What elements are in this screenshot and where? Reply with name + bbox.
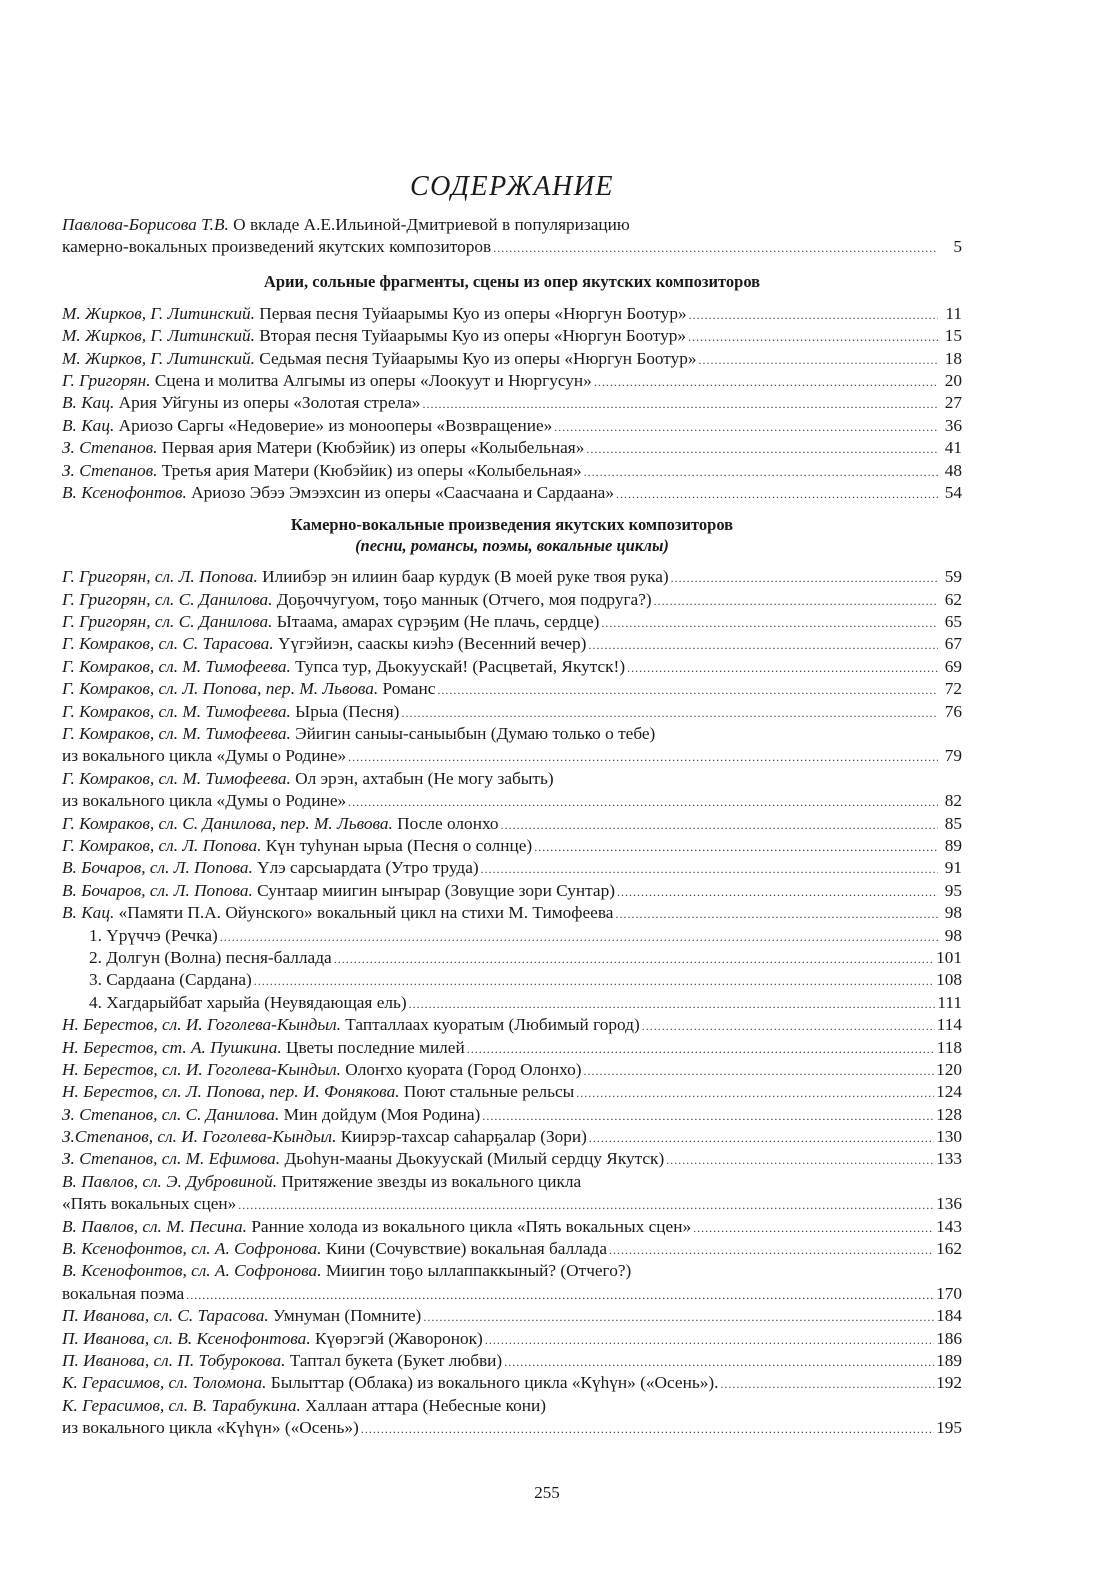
toc-entry-line1 (62, 723, 962, 745)
leader-dots (437, 678, 938, 701)
leader-dots (693, 1216, 934, 1239)
entry-author: З. Степанов. (62, 460, 158, 480)
toc-entry (62, 589, 962, 611)
entry-title: 3. Сардаана (Сардана) (89, 970, 252, 990)
entry-page: 20 (944, 370, 962, 390)
entry-author: М. Жирков, Г. Литинский. (62, 326, 255, 346)
leader-dots (554, 415, 938, 438)
entry-page: 5 (953, 237, 962, 257)
toc-subentry (62, 992, 962, 1014)
entry-title-cont: «Пять вокальных сцен» (62, 1194, 237, 1214)
entry-author: Г. Комраков, сл. М. Тимофеева. (62, 724, 291, 744)
toc-entry (62, 1014, 962, 1036)
entry-author: В. Бочаров, сл. Л. Попова. (62, 858, 253, 878)
entry-title: Первая ария Матери (Кюбэйик) из оперы «Колыбельная» (157, 438, 585, 458)
entry-author: К. Герасимов, сл. В. Тарабукина. (62, 1395, 301, 1415)
toc-entry (62, 482, 962, 504)
leader-dots (627, 656, 938, 679)
entry-author: В. Павлов, сл. Э. Дубровиной. (62, 1171, 278, 1191)
leader-dots (615, 902, 938, 925)
table-of-contents (62, 170, 962, 1440)
entry-page: 59 (944, 567, 962, 587)
toc-entry-line1 (62, 768, 962, 790)
entry-page: 124 (936, 1082, 962, 1102)
entry-title-cont: из вокального цикла «Думы о Родине» (62, 746, 347, 766)
toc-entry (62, 902, 962, 924)
toc-entry (62, 1104, 962, 1126)
entry-title: Киирэр-тахсар саһарҕалар (Зори) (336, 1127, 587, 1147)
leader-dots (671, 566, 938, 589)
entry-page: 67 (944, 634, 962, 654)
toc-subentry (62, 947, 962, 969)
leader-dots (601, 611, 938, 634)
toc-entry (62, 835, 962, 857)
entry-title: Мин дойдум (Моя Родина) (279, 1104, 481, 1124)
toc-entry (62, 566, 962, 588)
toc-entry (62, 880, 962, 902)
leader-dots (642, 1014, 935, 1037)
entry-author: В. Ксенофонтов, сл. А. Софронова. (62, 1239, 322, 1259)
entry-title: Ариозо Саргы «Недоверие» из монооперы «Возвращение» (114, 415, 553, 435)
entry-page: 170 (936, 1283, 962, 1303)
entry-page: 11 (945, 303, 962, 323)
leader-dots (576, 1081, 934, 1104)
toc-entry (62, 656, 962, 678)
entry-author: Н. Берестов, сл. Л. Попова, пер. И. Фонякова. (62, 1082, 400, 1102)
leader-dots (409, 992, 936, 1015)
entry-title: После олонхо (392, 813, 499, 833)
entry-title: «Памяти П.А. Ойунского» вокальный цикл на стихи М. Тимофеева (114, 903, 614, 923)
leader-dots (654, 589, 938, 612)
leader-dots (423, 1305, 934, 1328)
leader-dots (481, 857, 938, 880)
entry-title: Ырыа (Песня) (290, 701, 400, 721)
entry-author: П. Иванова, сл. С. Тарасова. (62, 1306, 269, 1326)
toc-entry-line1 (62, 1260, 962, 1282)
entry-author: Павлова-Борисова Т.В. (62, 215, 229, 234)
entry-page: 95 (944, 880, 962, 900)
toc-entry (62, 813, 962, 835)
entry-page: 128 (936, 1104, 962, 1124)
entry-title: Ариозо Эбээ Эмээхсин из оперы «Саасчаана и Сардаана» (186, 482, 614, 502)
entry-page: 85 (944, 813, 962, 833)
entry-page: 189 (936, 1350, 962, 1370)
toc-entry (62, 303, 962, 325)
entry-page: 114 (936, 1015, 962, 1035)
entry-title: Романс (378, 679, 436, 699)
entry-author: В. Кац. (62, 415, 115, 435)
entry-author: Н. Берестов, сл. И. Гоголева-Кындыл. (62, 1059, 341, 1079)
entry-author: Г. Комраков, сл. Л. Попова, пер. М. Львова. (62, 679, 379, 699)
entry-page: 98 (944, 925, 962, 945)
entry-title: Дьоһун-мааны Дьокуускай (Милый сердцу Якутск) (280, 1149, 665, 1169)
toc-entry (62, 1059, 962, 1081)
entry-page: 72 (944, 679, 962, 699)
toc-entry (62, 611, 962, 633)
section-subheading-chamber: (песни, романсы, поэмы, вокальные циклы) (355, 536, 669, 556)
intro-entry-line2 (62, 236, 962, 258)
toc-entry-line2 (62, 1193, 962, 1215)
leader-dots (493, 236, 938, 259)
leader-dots (504, 1350, 934, 1373)
entry-title: Таптал букета (Букет любви) (285, 1350, 503, 1370)
toc-entry (62, 370, 962, 392)
entry-title: О вкладе А.Е.Ильиной-Дмитриевой в популяризацию (228, 215, 630, 234)
entry-page: 184 (936, 1306, 962, 1326)
entry-title: Умнуман (Помните) (268, 1306, 422, 1326)
entry-page: 27 (944, 393, 962, 413)
entry-page: 15 (944, 326, 962, 346)
entry-page: 98 (944, 903, 962, 923)
toc-entry (62, 1350, 962, 1372)
entry-page: 89 (944, 835, 962, 855)
toc-entry (62, 633, 962, 655)
toc-subentry (62, 925, 962, 947)
toc-entry (62, 325, 962, 347)
leader-dots (334, 947, 934, 970)
entry-page: 76 (944, 701, 962, 721)
toc-entry (62, 1372, 962, 1394)
entry-author: З.Степанов, сл. И. Гоголева-Кындыл. (62, 1127, 337, 1147)
leader-dots (688, 325, 938, 348)
entry-title: Седьмая песня Туйаарымы Куо из оперы «Нюргун Боотур» (254, 348, 697, 368)
entry-page: 108 (936, 970, 962, 990)
intro-entry-line1 (62, 214, 962, 236)
toc-entry-line1 (62, 1395, 962, 1417)
entry-page: 69 (944, 656, 962, 676)
leader-dots (588, 633, 938, 656)
entry-author: В. Кац. (62, 393, 115, 413)
entry-title: Эйигин саныы-саныыбын (Думаю только о тебе) (290, 724, 656, 744)
entry-title: 4. Хагдарыйбат харыйа (Неувядающая ель) (89, 992, 407, 1012)
entry-title: Поют стальные рельсы (399, 1082, 575, 1102)
toc-entry (62, 1081, 962, 1103)
entry-title: Ол эрэн, ахтабын (Не могу забыть) (290, 768, 554, 788)
toc-subentry (62, 969, 962, 991)
entry-title: Күн туһунан ырыа (Песня о солнце) (261, 835, 533, 855)
entry-title-cont: из вокального цикла «Думы о Родине» (62, 791, 347, 811)
entry-page: 65 (944, 612, 962, 632)
leader-dots (254, 969, 934, 992)
entry-author: Н. Берестов, ст. А. Пушкина. (62, 1037, 282, 1057)
entry-title: Первая песня Туйаарымы Куо из оперы «Нюргун Боотур» (254, 303, 687, 323)
entry-title: Миигин тоҕо ыллаппаккыный? (Отчего?) (321, 1261, 632, 1281)
entry-page: 48 (944, 460, 962, 480)
toc-entry (62, 678, 962, 700)
entry-author: З. Степанов, сл. С. Данилова. (62, 1104, 280, 1124)
leader-dots (401, 701, 938, 724)
entry-author: Н. Берестов, сл. И. Гоголева-Кындыл. (62, 1015, 341, 1035)
entry-page: 143 (936, 1216, 962, 1236)
leader-dots (720, 1372, 934, 1395)
entry-title: Цветы последние милей (281, 1037, 465, 1057)
toc-entry (62, 701, 962, 723)
entry-page: 118 (936, 1037, 962, 1057)
entry-author: Г. Комраков, сл. С. Данилова, пер. М. Львова. (62, 813, 393, 833)
entry-page: 162 (936, 1239, 962, 1259)
entry-title: Притяжение звезды из вокального цикла (277, 1171, 582, 1191)
entry-title-cont: из вокального цикла «Күһүн» («Осень») (62, 1418, 359, 1438)
entry-author: П. Иванова, сл. В. Ксенофонтова. (62, 1328, 311, 1348)
entry-page: 62 (944, 589, 962, 609)
entry-title: Доҕоччугуом, тоҕо маннык (Отчего, моя подруга?) (272, 589, 652, 609)
page-number: 255 (534, 1483, 560, 1502)
entry-author: Г. Комраков, сл. М. Тимофеева. (62, 656, 291, 676)
toc-entry (62, 437, 962, 459)
leader-dots (586, 437, 938, 460)
toc-entry-line2 (62, 1417, 962, 1439)
entry-title: Сунтаар миигин ыҥырар (Зовущие зори Сунтар) (252, 880, 615, 900)
entry-title: Тапталлаах куоратым (Любимый город) (340, 1015, 640, 1035)
page-title: СОДЕРЖАНИЕ (409, 171, 615, 202)
leader-dots (666, 1148, 934, 1171)
entry-page: 120 (936, 1059, 962, 1079)
toc-entry-line1 (62, 1171, 962, 1193)
leader-dots (422, 392, 938, 415)
entry-title: 1. Үрүччэ (Речка) (89, 925, 218, 945)
leader-dots (348, 745, 938, 768)
entry-title: Вторая песня Туйаарымы Куо из оперы «Нюргун Боотур» (254, 326, 687, 346)
entry-page: 101 (936, 947, 962, 967)
toc-entry (62, 1328, 962, 1350)
leader-dots (534, 835, 938, 858)
leader-dots (616, 482, 938, 505)
toc-entry-line2 (62, 790, 962, 812)
leader-dots (238, 1193, 934, 1216)
toc-entry (62, 348, 962, 370)
entry-author: Г. Григорян, сл. С. Данилова. (62, 589, 273, 609)
entry-author: Г. Григорян, сл. Л. Попова. (62, 567, 258, 587)
entry-title: Үлэ сарсыардата (Утро труда) (252, 858, 479, 878)
entry-title: Ранние холода из вокального цикла «Пять вокальных сцен» (247, 1216, 692, 1236)
entry-title: Халлаан аттара (Небесные кони) (300, 1395, 546, 1415)
toc-entry (62, 1126, 962, 1148)
section-heading-chamber: Камерно-вокальные произведения якутских композиторов (290, 515, 734, 535)
leader-dots (482, 1104, 934, 1127)
entry-author: В. Бочаров, сл. Л. Попова. (62, 880, 253, 900)
entry-author: В. Ксенофонтов. (62, 482, 187, 502)
toc-entry (62, 857, 962, 879)
section-chamber-list (62, 566, 962, 1439)
toc-entry-line2 (62, 1283, 962, 1305)
entry-title: Ытаама, амарах сүрэҕим (Не плачь, сердце) (272, 612, 600, 632)
entry-page: 82 (944, 791, 962, 811)
entry-page: 130 (936, 1127, 962, 1147)
toc-entry (62, 1148, 962, 1170)
leader-dots (594, 370, 938, 393)
leader-dots (609, 1238, 934, 1261)
entry-title: 2. Долгун (Волна) песня-баллада (89, 947, 332, 967)
entry-title-cont: камерно-вокальных произведений якутских композиторов (62, 237, 492, 257)
entry-page: 54 (944, 482, 962, 502)
entry-author: В. Павлов, сл. М. Песина. (62, 1216, 247, 1236)
entry-page: 111 (937, 992, 962, 1012)
entry-page: 41 (944, 438, 962, 458)
entry-page: 186 (936, 1328, 962, 1348)
leader-dots (689, 303, 938, 326)
leader-dots (485, 1328, 934, 1351)
entry-author: М. Жирков, Г. Литинский. (62, 348, 255, 368)
leader-dots (699, 348, 938, 371)
leader-dots (589, 1126, 934, 1149)
leader-dots (584, 1059, 935, 1082)
entry-page: 195 (936, 1418, 962, 1438)
entry-page: 36 (944, 415, 962, 435)
entry-title: Күөрэгэй (Жаворонок) (310, 1328, 483, 1348)
leader-dots (220, 925, 938, 948)
toc-entry (62, 1238, 962, 1260)
entry-author: В. Кац. (62, 903, 115, 923)
entry-author: Г. Комраков, сл. Л. Попова. (62, 835, 262, 855)
leader-dots (501, 813, 938, 836)
entry-title: Третья ария Матери (Кюбэйик) из оперы «Колыбельная» (157, 460, 582, 480)
entry-title: Кини (Сочувствие) вокальная баллада (321, 1239, 608, 1259)
entry-author: Г. Комраков, сл. М. Тимофеева. (62, 701, 291, 721)
section-heading-arias: Арии, сольные фрагменты, сцены из опер якутских композиторов (263, 271, 761, 291)
entry-author: Г. Григорян. (62, 370, 151, 390)
entry-title: Тупса тур, Дьокуускай! (Расцветай, Якутск!) (290, 656, 626, 676)
toc-entry (62, 1305, 962, 1327)
entry-page: 91 (944, 858, 962, 878)
entry-author: П. Иванова, сл. П. Тобурокова. (62, 1350, 286, 1370)
leader-dots (617, 880, 938, 903)
entry-author: З. Степанов, сл. М. Ефимова. (62, 1149, 281, 1169)
entry-page: 136 (936, 1194, 962, 1214)
entry-author: М. Жирков, Г. Литинский. (62, 303, 255, 323)
entry-title: Сцена и молитва Алгымы из оперы «Лоокуут и Нюргусун» (150, 370, 592, 390)
entry-title: Олоҥхо куората (Город Олонхо) (340, 1059, 582, 1079)
entry-author: Г. Комраков, сл. М. Тимофеева. (62, 768, 291, 788)
entry-author: В. Ксенофонтов, сл. А. Софронова. (62, 1261, 322, 1281)
toc-entry (62, 392, 962, 414)
entry-author: К. Герасимов, сл. Толомона. (62, 1373, 267, 1393)
toc-entry-line2 (62, 745, 962, 767)
leader-dots (467, 1037, 935, 1060)
entry-title: Үүгэйиэн, сааскы киэһэ (Весенний вечер) (273, 634, 587, 654)
entry-page: 133 (936, 1149, 962, 1169)
leader-dots (348, 790, 938, 813)
entry-author: Г. Григорян, сл. С. Данилова. (62, 612, 273, 632)
toc-entry (62, 1216, 962, 1238)
entry-title: Илиибэр эн илиин баар курдук (В моей руке твоя рука) (257, 567, 669, 587)
entry-author: З. Степанов. (62, 438, 158, 458)
toc-entry (62, 460, 962, 482)
leader-dots (584, 460, 938, 483)
entry-page: 79 (944, 746, 962, 766)
leader-dots (186, 1283, 934, 1306)
toc-entry (62, 415, 962, 437)
entry-title-cont: вокальная поэма (62, 1283, 185, 1303)
entry-title: Ария Уйгуны из оперы «Золотая стрела» (114, 393, 421, 413)
entry-title: Былыттар (Облака) из вокального цикла «Күһүн» («Осень»). (266, 1373, 719, 1393)
entry-page: 18 (944, 348, 962, 368)
entry-page: 192 (936, 1373, 962, 1393)
section-arias-list (62, 303, 962, 505)
entry-author: Г. Комраков, сл. С. Тарасова. (62, 634, 274, 654)
leader-dots (361, 1417, 934, 1440)
toc-entry (62, 1037, 962, 1059)
